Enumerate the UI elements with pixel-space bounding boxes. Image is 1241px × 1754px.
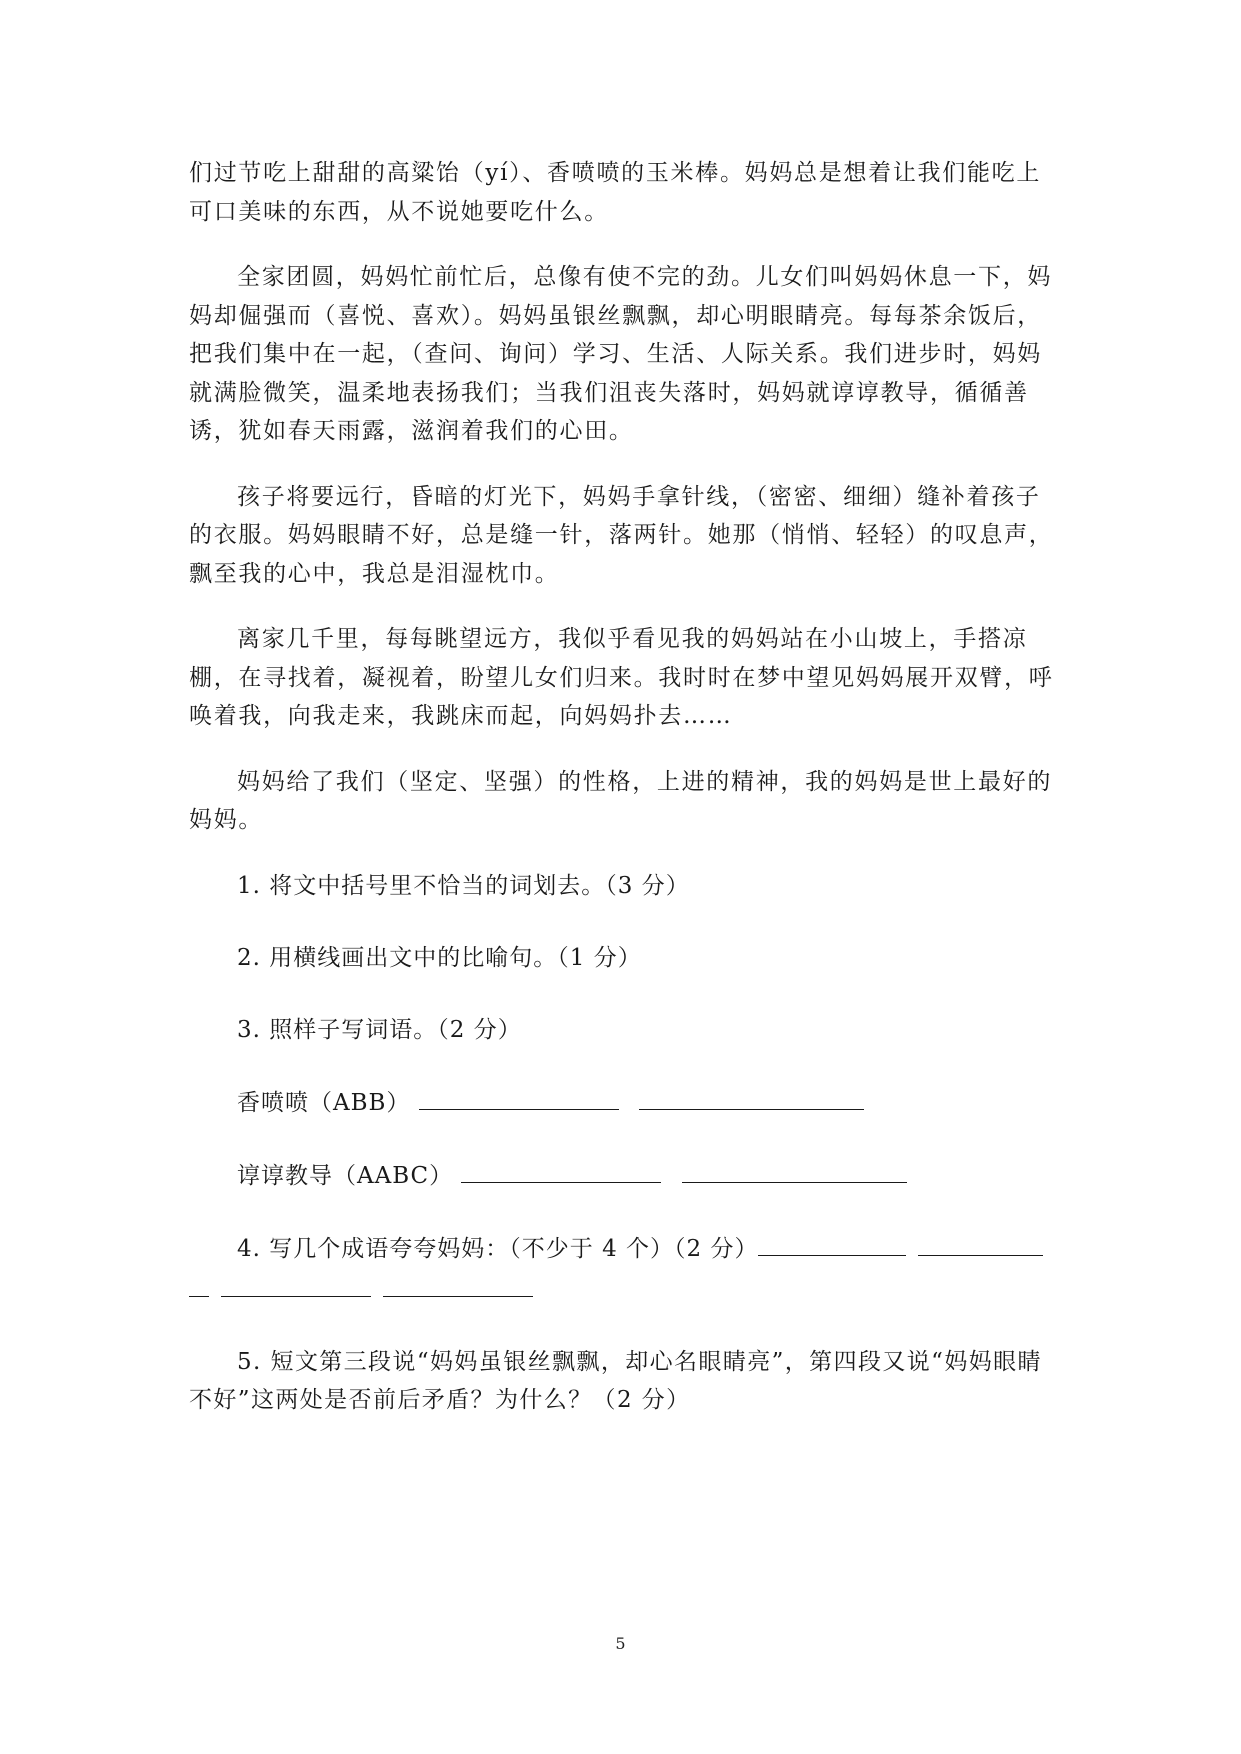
page-number: 5 bbox=[615, 1634, 626, 1653]
answer-blank[interactable] bbox=[758, 1229, 906, 1256]
answer-blank[interactable] bbox=[682, 1156, 907, 1183]
question-3a-label: 香喷喷（ABB） bbox=[237, 1089, 411, 1116]
answer-blank[interactable] bbox=[419, 1083, 619, 1110]
question-3b-label: 谆谆教导（AABC） bbox=[237, 1162, 454, 1189]
paragraph-2: 全家团圆，妈妈忙前忙后，总像有使不完的劲。儿女们叫妈妈休息一下，妈妈却倔强而（喜悦、喜欢）。妈妈虽银丝飘飘，却心明眼睛亮。每每茶余饭后，把我们集中在一起，（查问、询问）学习、生活、人际关系。我们进步时，妈妈就满脸微笑，温柔地表扬我们；当我们沮丧失落时，妈妈就谆谆教导，循循善诱，犹如春天雨露，滋润着我们的心田。 bbox=[189, 264, 1053, 444]
answer-blank[interactable] bbox=[639, 1083, 864, 1110]
question-3: 3. 照样子写词语。（2 分） bbox=[237, 1016, 522, 1043]
answer-blank[interactable] bbox=[918, 1229, 1043, 1256]
question-4 bbox=[189, 1229, 1059, 1268]
paragraph-4: 离家几千里，每每眺望远方，我似乎看见我的妈妈站在小山坡上，手搭凉棚，在寻找着，凝视着，盼望儿女们归来。我时时在梦中望见妈妈展开双臂，呼唤着我，向我走来，我跳床而起，向妈妈扑去…… bbox=[189, 626, 1054, 729]
answer-blank[interactable] bbox=[383, 1270, 533, 1297]
question-3a bbox=[189, 1083, 1059, 1122]
paragraph-5: 妈妈给了我们（坚定、坚强）的性格，上进的精神，我的妈妈是世上最好的妈妈。 bbox=[189, 768, 1053, 833]
answer-blank[interactable] bbox=[189, 1270, 209, 1297]
paragraph-1: 们过节吃上甜甜的高粱饴（yí）、香喷喷的玉米棒。妈妈总是想着让我们能吃上可口美味的东西，从不说她要吃什么。 bbox=[189, 160, 1042, 225]
answer-blank[interactable] bbox=[461, 1156, 661, 1183]
question-4-label: 4. 写几个成语夸夸妈妈：（不少于 4 个）（2 分） bbox=[237, 1235, 759, 1262]
question-2: 2. 用横线画出文中的比喻句。（1 分） bbox=[237, 944, 642, 971]
question-3b bbox=[189, 1156, 1059, 1195]
question-1: 1. 将文中括号里不恰当的词划去。（3 分） bbox=[237, 872, 690, 899]
answer-blank[interactable] bbox=[221, 1270, 371, 1297]
question-5: 5. 短文第三段说“妈妈虽银丝飘飘，却心名眼睛亮”，第四段又说“妈妈眼睛不好”这两处是否前后矛盾？为什么？（2 分） bbox=[189, 1348, 1042, 1413]
question-4-blanks-continued bbox=[189, 1270, 1059, 1309]
page-content bbox=[189, 154, 1059, 1453]
paragraph-3: 孩子将要远行，昏暗的灯光下，妈妈手拿针线，（密密、细细）缝补着孩子的衣服。妈妈眼睛不好，总是缝一针，落两针。她那（悄悄、轻轻）的叹息声，飘至我的心中，我总是泪湿枕巾。 bbox=[189, 483, 1054, 587]
